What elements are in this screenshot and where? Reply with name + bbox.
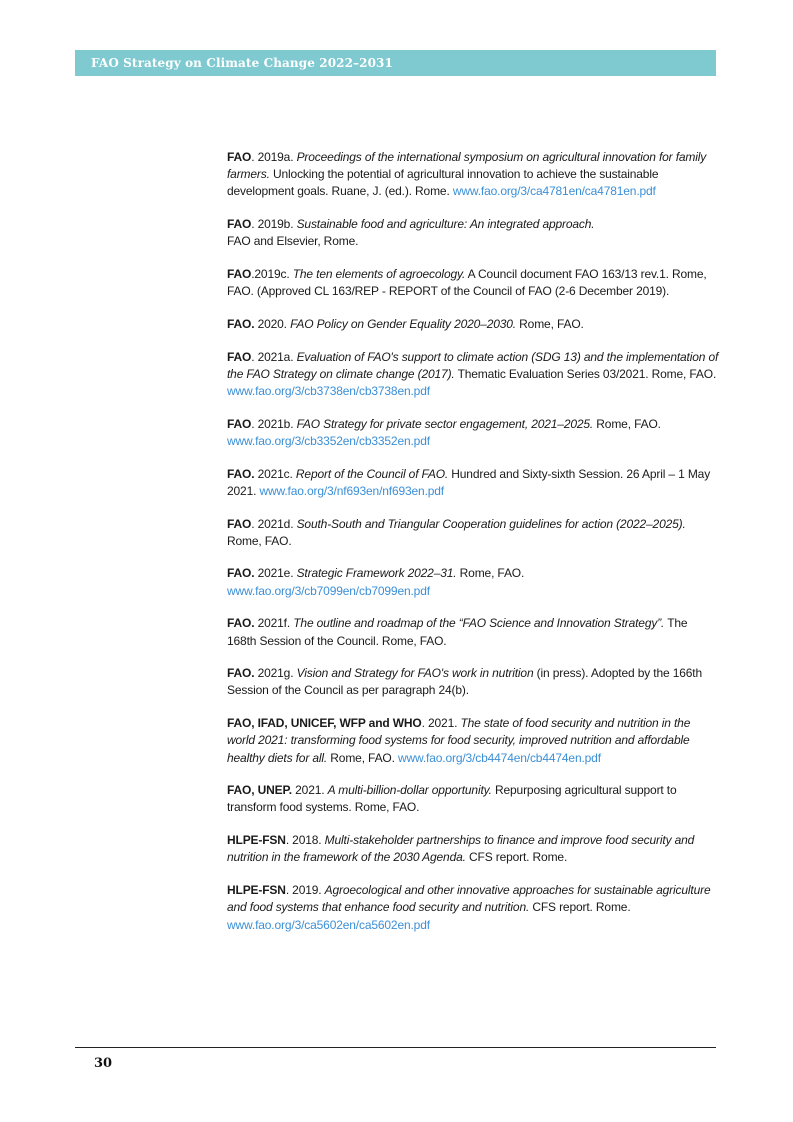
reference-details: Rome, FAO. [456,566,525,581]
reference-item [227,466,719,500]
reference-author: FAO. [227,616,255,631]
reference-year: 2021. [291,783,328,798]
reference-year: . 2018. [285,833,325,848]
reference-item [227,882,719,934]
reference-details: (in press). Adopted by the 166th Session of the Council as per paragraph 24(b). [227,666,702,698]
reference-year: . 2021a. [251,349,297,364]
reference-author: HLPE-FSN [227,883,286,898]
reference-item [227,216,719,250]
reference-title: South-South and Triangular Cooperation guidelines for action (2022–2025). [296,516,686,531]
reference-title: FAO Policy on Gender Equality 2020–2030. [290,316,516,331]
reference-year: 2021c. [254,466,296,481]
reference-title: Evaluation of FAO's support to climate action (SDG 13) and the implementation of the FAO Strategy on climate change (2017). [227,349,719,381]
reference-item [227,782,719,816]
reference-details: A Council document FAO 163/13 rev.1. Rome, FAO. (Approved CL 163/REP - REPORT of the Council of FAO (2-6 December 2019). [227,267,707,299]
reference-author: FAO. [227,316,255,331]
reference-author: FAO. [227,466,255,481]
reference-year: . 2019b. [251,217,297,232]
reference-author: FAO [227,267,252,282]
page-number: 30 [94,1056,113,1071]
reference-year: . 2021. [421,716,461,731]
reference-list [227,149,719,949]
reference-link[interactable]: www.fao.org/3/ca4781en/ca4781en.pdf [452,184,656,199]
reference-author: FAO, IFAD, UNICEF, WFP and WHO [227,716,422,731]
reference-author: FAO. [227,666,255,681]
reference-title: The state of food security and nutrition in the world 2021: transforming food systems for food security, improved nutrition and affordable healthy diets for all. [227,716,691,765]
reference-title: Sustainable food and agriculture: An integrated approach. [296,217,595,232]
reference-link[interactable]: www.fao.org/3/cb4474en/cb4474en.pdf [397,750,601,765]
running-header-title: FAO Strategy on Climate Change 2022–2031 [91,56,393,70]
reference-author: FAO [227,217,252,232]
reference-details: Rome, FAO. [515,316,584,331]
reference-title: A multi-billion-dollar opportunity. [327,783,492,798]
reference-item [227,715,719,767]
reference-title: FAO Strategy for private sector engagement, 2021–2025. [296,416,594,431]
reference-author: FAO [227,416,252,431]
reference-author: FAO [227,349,252,364]
reference-title: Agroecological and other innovative approaches for sustainable agriculture and food systems that enhance food security and nutrition. [227,883,711,915]
reference-details: Repurposing agricultural support to transform food systems. Rome, FAO. [227,783,677,815]
reference-title: The outline and roadmap of the “FAO Science and Innovation Strategy”. [293,616,665,631]
reference-item [227,615,719,649]
reference-item [227,266,719,300]
reference-item [227,565,719,599]
reference-item [227,149,719,201]
reference-year: .2019c. [251,267,293,282]
reference-item [227,316,719,333]
reference-title: Strategic Framework 2022–31. [296,566,457,581]
reference-details: CFS report. Rome. [465,850,568,865]
footer-rule [75,1047,716,1048]
reference-title: Multi-stakeholder partnerships to finance and improve food security and nutrition in the framework of the 2030 Agenda. [227,833,695,865]
reference-year: 2021f. [254,616,294,631]
reference-year: 2021e. [254,566,297,581]
reference-author: FAO, UNEP. [227,783,292,798]
reference-link[interactable]: www.fao.org/3/cb3738en/cb3738en.pdf [227,384,430,399]
reference-year: . 2021b. [251,416,297,431]
header-band [75,50,716,76]
reference-details: Unlocking the potential of agricultural innovation to achieve the sustainable development goals. Ruane, J. (ed.). Rome. [227,167,659,199]
reference-title: The ten elements of agroecology. [292,267,466,282]
reference-details: Hundred and Sixty-sixth Session. 26 April – 1 May 2021. [227,466,711,498]
reference-details: CFS report. Rome. [529,900,631,915]
reference-link[interactable]: www.fao.org/3/nf693en/nf693en.pdf [259,483,444,498]
reference-details: The 168th Session of the Council. Rome, FAO. [227,616,688,648]
reference-link[interactable]: www.fao.org/3/ca5602en/ca5602en.pdf [227,917,430,932]
reference-link[interactable]: www.fao.org/3/cb3352en/cb3352en.pdf [227,433,430,448]
reference-title: Report of the Council of FAO. [295,466,449,481]
reference-details: Thematic Evaluation Series 03/2021. Rome, FAO. [454,366,717,381]
reference-details: Rome, FAO. [227,533,292,548]
reference-year: . 2019. [285,883,325,898]
reference-year: . 2021d. [251,516,297,531]
reference-item [227,832,719,866]
reference-year: 2020. [254,316,291,331]
reference-year: . 2019a. [251,150,297,164]
reference-link[interactable]: www.fao.org/3/cb7099en/cb7099en.pdf [227,583,430,598]
reference-author: FAO [227,150,252,164]
reference-item [227,349,719,401]
reference-details: Rome, FAO. [327,750,398,765]
reference-author: HLPE-FSN [227,833,286,848]
reference-details: Rome, FAO. [593,416,661,431]
reference-item [227,516,719,550]
reference-author: FAO [227,516,252,531]
reference-title: Vision and Strategy for FAO's work in nutrition [296,666,534,681]
reference-details: FAO and Elsevier, Rome. [227,234,359,249]
reference-title: Proceedings of the international symposium on agricultural innovation for family farmers. [227,150,707,182]
reference-author: FAO. [227,566,255,581]
reference-item [227,665,719,699]
reference-year: 2021g. [254,666,297,681]
reference-item [227,416,719,450]
